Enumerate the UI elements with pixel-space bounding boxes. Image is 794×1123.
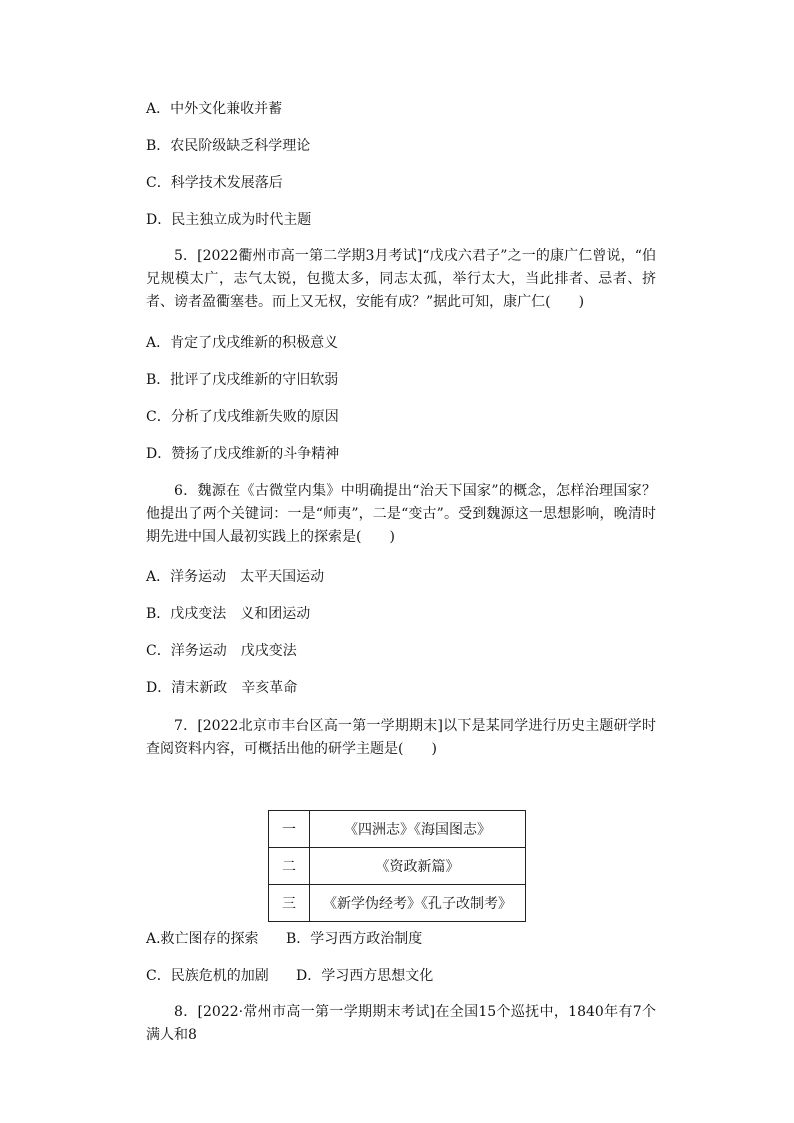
table-cell-index: 三 (269, 885, 310, 922)
q6-stem-block (146, 480, 656, 549)
q5-option-a: A．肯定了戊戌维新的积极意义 (146, 335, 339, 351)
q6-option-d: D．清末新政 辛亥革命 (146, 680, 298, 696)
table-cell-index: 一 (269, 811, 310, 848)
q7-option-d: D．学习西方思想文化 (296, 968, 434, 984)
q7-stem: 7．[2022北京市丰台区高一第一学期期末]以下是某同学进行历史主题研学时查阅资料内容，可概括出他的研学主题是( ) (146, 718, 656, 757)
q7-source-table (268, 810, 526, 922)
q4-option-c: C．科学技术发展落后 (146, 175, 283, 191)
q6-option-b: B．戊戌变法 义和团运动 (146, 606, 311, 622)
q5-stem: 5．[2022衢州市高一第二学期3月考试]“戊戌六君子”之一的康广仁曾说，“伯兄规模太广，志气太锐，包揽太多，同志太孤，举行太大，当此排者、忌者、挤者、谤者盈衢塞巷。而上又无权，安能有成？”据此可知，康广仁( ) (146, 248, 656, 310)
q5-option-b: B．批评了戊戌维新的守旧软弱 (146, 372, 339, 388)
q5-option-d: D．赞扬了戊戌维新的斗争精神 (146, 446, 340, 462)
q5-option-c: C．分析了戊戌维新失败的原因 (146, 409, 339, 425)
q7-stem-block (146, 715, 656, 761)
q7-option-b: B．学习西方政治制度 (286, 931, 423, 947)
table-row (269, 811, 526, 848)
q6-option-a: A．洋务运动 太平天国运动 (146, 569, 325, 585)
q7-option-c: C．民族危机的加剧 (146, 968, 269, 984)
q8-stem-block (146, 1001, 656, 1047)
table-row (269, 885, 526, 922)
q5-stem-block (146, 245, 656, 314)
table-row (269, 848, 526, 885)
q4-option-d: D．民主独立成为时代主题 (146, 212, 312, 228)
q4-option-b: B．农民阶级缺乏科学理论 (146, 138, 311, 154)
table-cell-books: 《资政新篇》 (310, 848, 526, 885)
q8-stem: 8．[2022·常州市高一第一学期期末考试]在全国15个巡抚中，1840年有7个满人和8 (146, 1004, 656, 1043)
table-cell-books: 《新学伪经考》《孔子改制考》 (310, 885, 526, 922)
q6-stem: 6．魏源在《古微堂内集》中明确提出“治天下国家”的概念，怎样治理国家？他提出了两个关键词：一是“师夷”，二是“变古”。受到魏源这一思想影响，晚清时期先进中国人最初实践上的探索是( ) (146, 483, 656, 545)
q7-option-a: A.救亡图存的探索 (146, 931, 259, 947)
q4-option-a: A．中外文化兼收并蓄 (146, 101, 283, 117)
table-cell-books: 《四洲志》《海国图志》 (310, 811, 526, 848)
table-cell-index: 二 (269, 848, 310, 885)
q6-option-c: C．洋务运动 戊戌变法 (146, 643, 297, 659)
